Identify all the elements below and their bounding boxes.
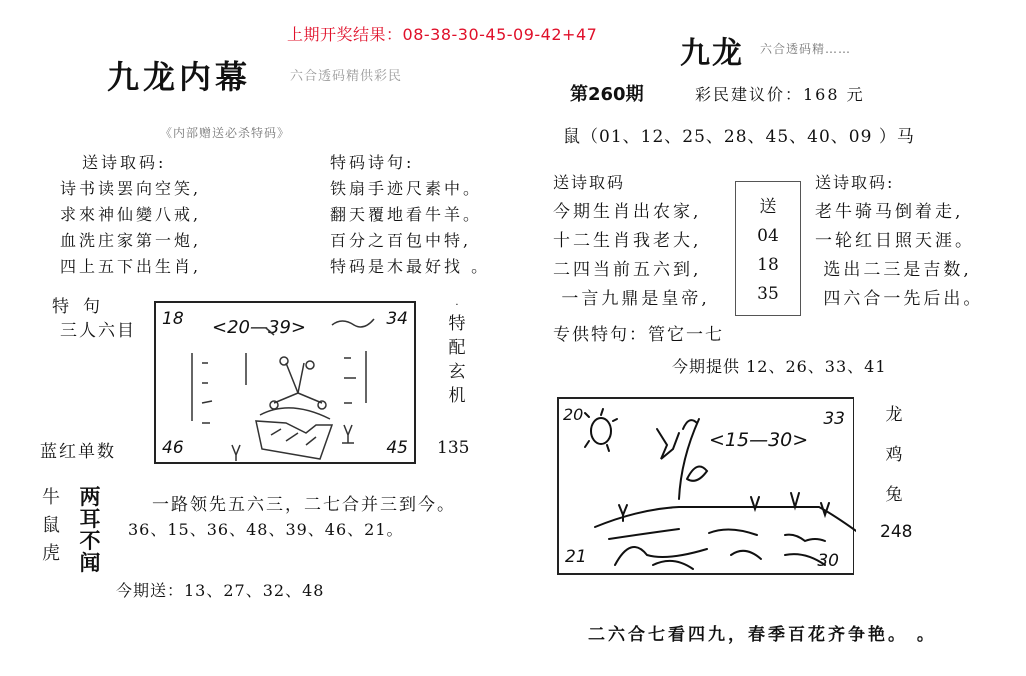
flower-basket-drawing-icon [156,303,418,466]
sketch-corner-top-left: 20 [563,405,584,424]
left-today-send: 今期送：13、27、32、48 [116,581,325,600]
riddle-char: 两 [79,485,101,509]
special-phrase-value: 三人六目 [60,321,136,341]
color-odd-hint: 蓝红单数 [40,442,116,462]
sketch-corner-top-right: 34 [386,309,408,329]
zodiac-item: 鼠 [42,515,60,536]
send-numbers-box [735,181,801,316]
poem-line: 翻天覆地看牛羊。 [330,205,483,224]
poem-line: 今期生肖出农家, [553,202,702,222]
poem-line: 二四当前五六到, [553,260,702,280]
right-sketch-box [557,397,854,575]
left-poem-b-heading: 特码诗句: [330,153,415,172]
riddle-char: 不 [79,529,101,553]
send-box-number: 18 [757,255,779,275]
zodiac-item: 鸡 [885,445,903,465]
poem-line: 四六合一先后出。 [815,289,984,309]
sketch-corner-bottom-left: 21 [565,547,587,567]
special-phrase: 专供特句：管它一七 [553,325,724,345]
poem-line: 一言九鼎是皇帝, [553,289,710,309]
zodiac-numbers-line: 鼠（01、12、25、28、45、40、09 ）马 [563,127,915,147]
left-title: 九龙内幕 [107,58,252,96]
left-vertical-label: · 特配玄机 [448,300,466,406]
poem-line: 特码是木最好找 。 [330,257,491,276]
landscape-drawing-icon [559,399,856,577]
sketch-corner-top-right: 33 [823,409,845,429]
left-poem-a-heading: 送诗取码: [82,153,167,172]
send-box-label: 送 [759,197,777,217]
right-poem-b [815,198,983,314]
left-vertical-number: 135 [437,438,470,458]
right-subtitle: 六合透码精…… [760,42,852,56]
left-sketch-box [154,301,416,464]
sketch-range-note: <20—39> [212,317,306,338]
riddle-char: 耳 [79,507,101,531]
poem-line: 一轮红日照天涯。 [815,231,975,251]
right-bottom-poem: 二六合七看四九，春季百花齐争艳。 。 [588,625,937,645]
right-poem-a-heading: 送诗取码 [553,173,626,192]
last-result-label: 上期开奖结果： [287,25,403,44]
suggested-price: 彩民建议价：168 元 [695,85,865,104]
poem-line: 铁扇手迹尺素中。 [330,179,483,198]
sketch-corner-bottom-left: 46 [162,438,184,458]
last-result-banner [287,22,597,45]
riddle-char: 闻 [79,551,101,575]
right-poem-a [553,198,710,314]
send-box-number: 04 [757,226,779,246]
sketch-corner-top-left: 18 [162,309,184,329]
sketch-corner-bottom-right: 45 [386,438,408,458]
vertical-label-text: 特配玄机 [448,314,466,406]
left-subtitle: 六合透码精供彩民 [290,69,403,84]
right-vertical-number: 248 [880,522,913,542]
left-quote: 《内部赠送必杀特码》 [160,126,291,140]
send-box-number: 35 [757,284,779,304]
zodiac-item: 兔 [885,485,903,505]
last-result-numbers: 08-38-30-45-09-42+47 [402,25,598,44]
poem-line: 四上五下出生肖, [60,257,202,276]
sketch-corner-bottom-right: 30 [817,551,839,571]
zodiac-item: 牛 [42,487,60,508]
poem-line: 诗书读罢向空笑, [60,179,202,198]
left-poem-b [330,176,490,280]
poem-line: 求來神仙變八戒, [60,205,202,224]
right-title: 九龙 [680,36,744,71]
left-poem-line: 一路领先五六三，二七合并三到今。 [152,495,456,515]
sketch-range-note: <15—30> [709,429,809,451]
today-provide: 今期提供 12、26、33、41 [672,357,887,376]
zodiac-item: 龙 [885,405,903,425]
left-poem-a [60,176,201,280]
left-numbers-line: 36、15、36、48、39、46、21。 [128,520,404,539]
right-poem-b-heading: 送诗取码: [815,173,895,192]
zodiac-column [38,484,64,568]
poem-line: 选出二三是吉数, [815,260,972,280]
special-phrase-label: 特句 [52,297,114,317]
zodiac-item: 虎 [42,543,60,564]
poem-line: 血洗庄家第一炮, [60,231,202,250]
right-vertical-zodiacs [882,395,906,515]
issue-number: 第260期 [570,84,644,105]
poem-line: 百分之百包中特, [330,231,472,250]
poem-line: 十二生肖我老大, [553,231,702,251]
riddle-column [76,486,104,574]
poem-line: 老牛骑马倒着走, [815,202,964,222]
